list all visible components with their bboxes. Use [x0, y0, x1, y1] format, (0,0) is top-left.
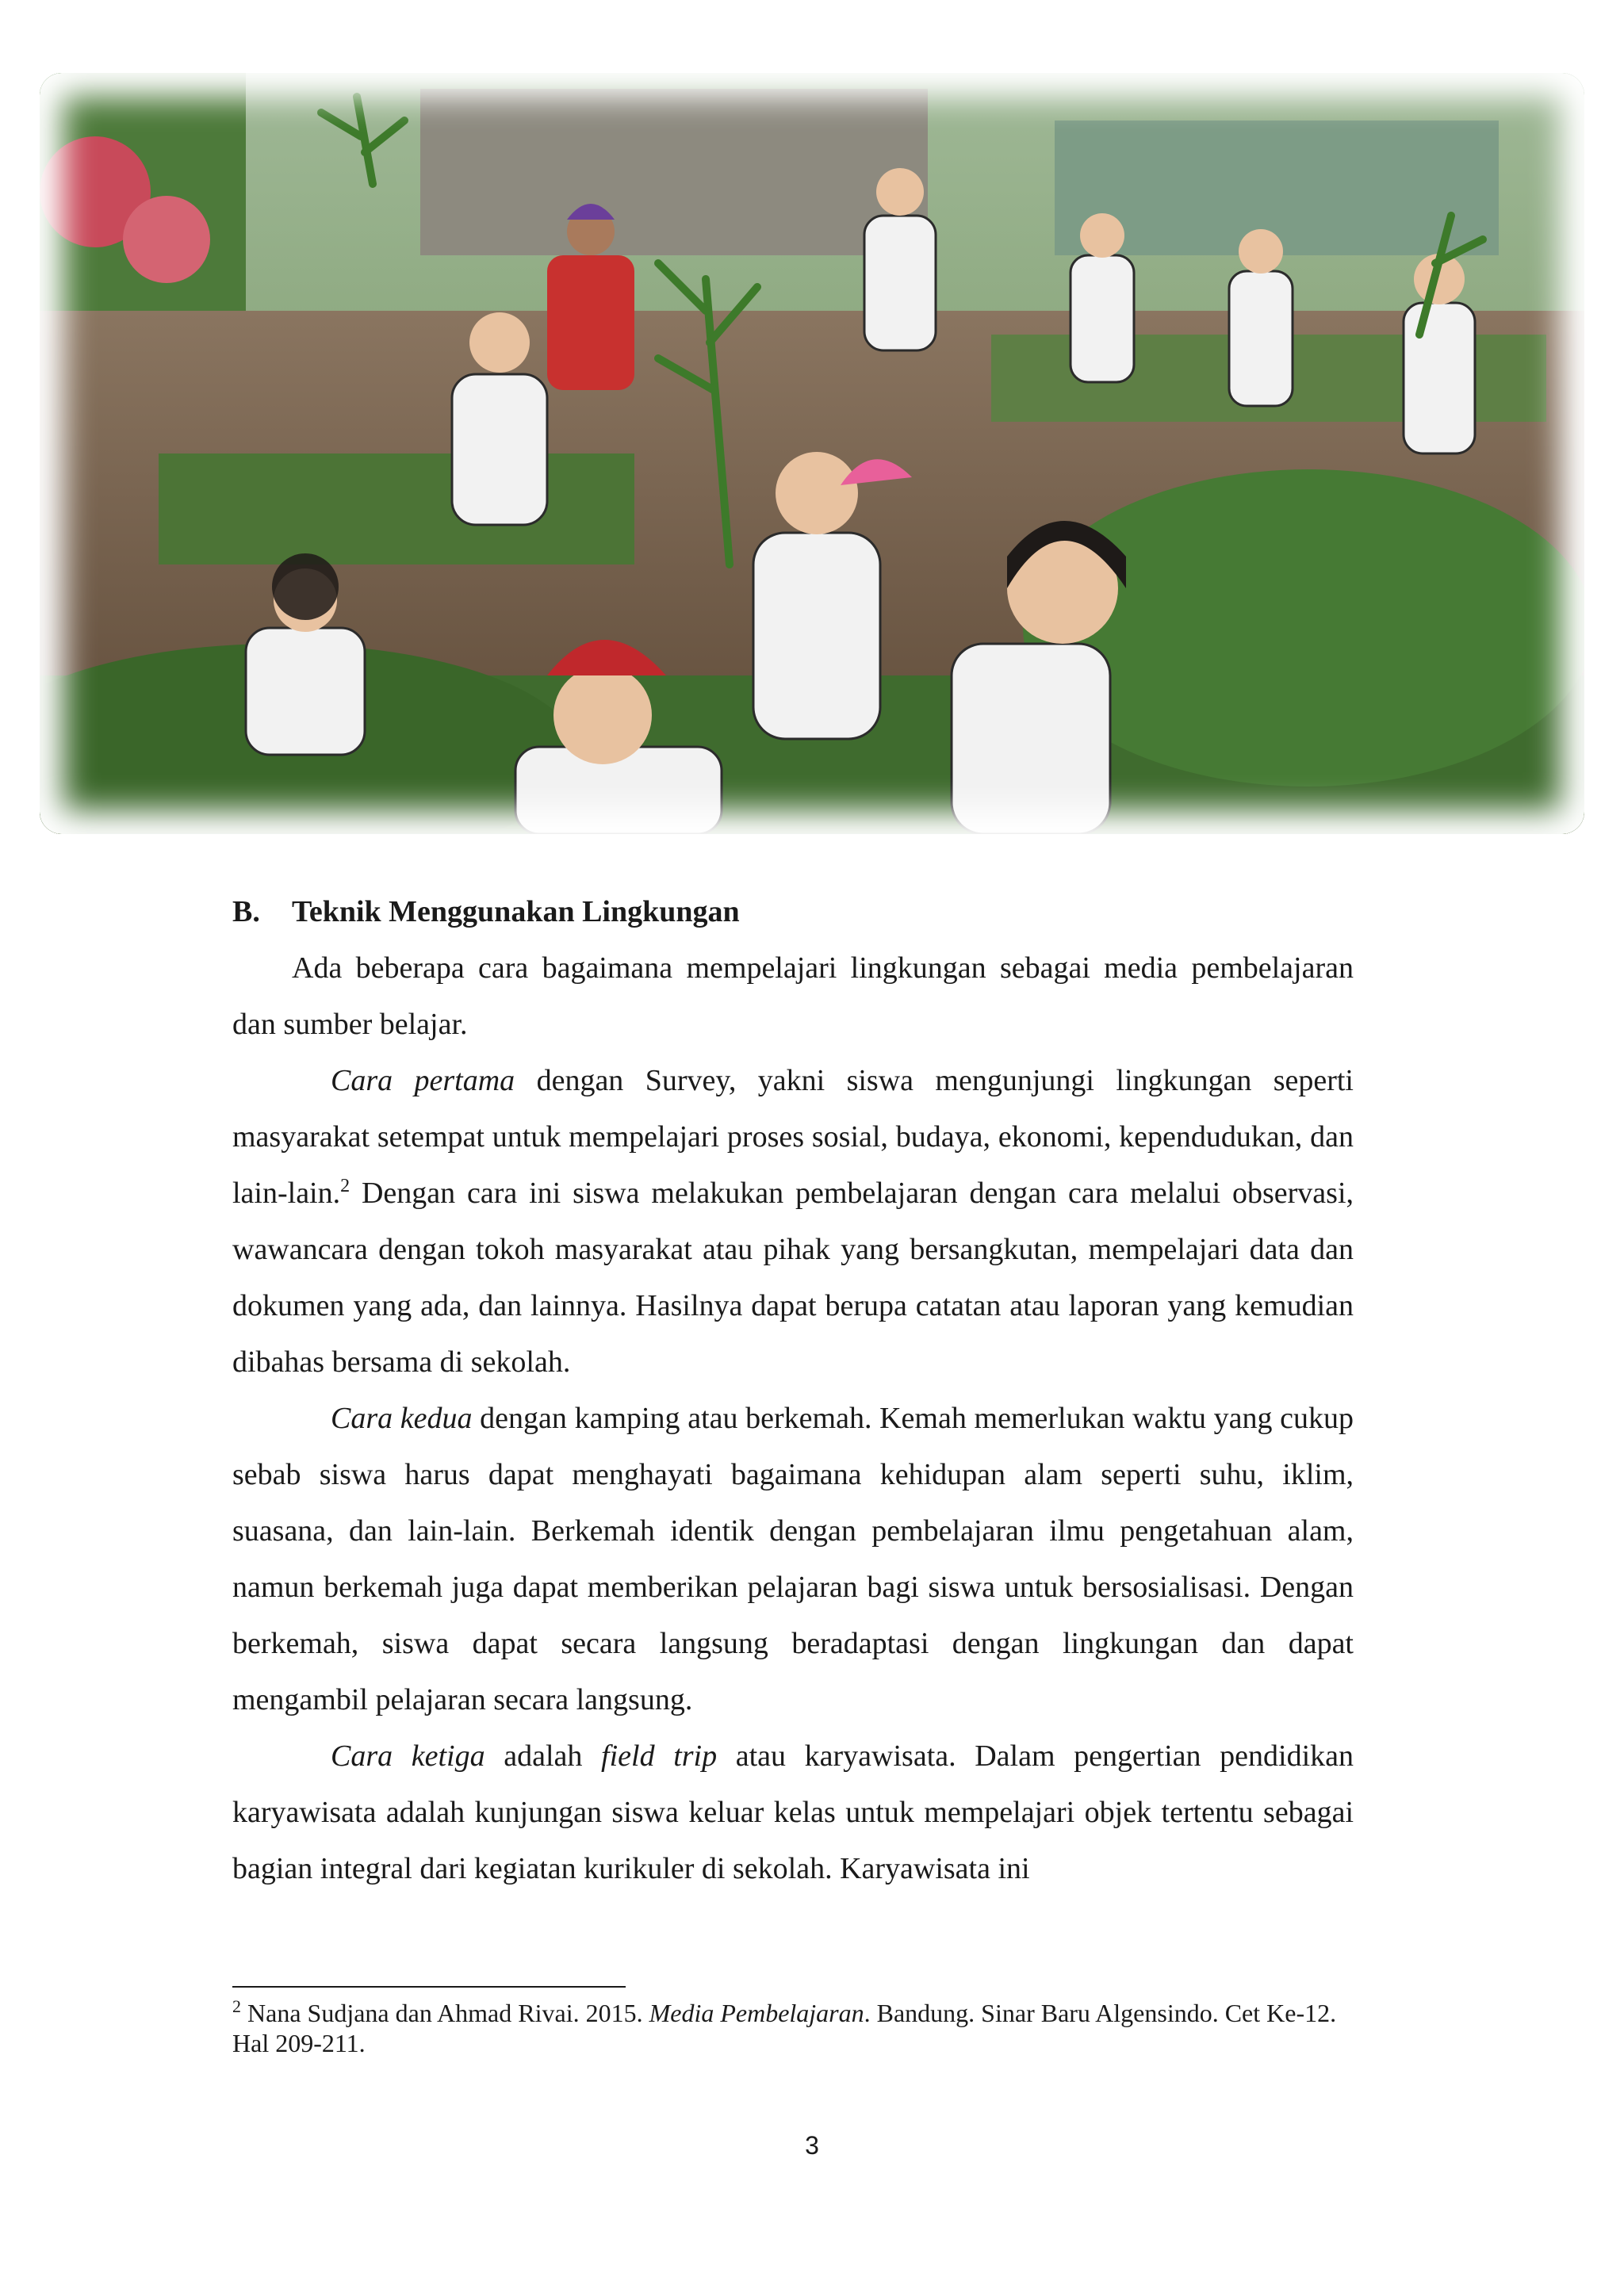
paragraph-camping [232, 1391, 1354, 1728]
footnote-mark: 2 [232, 1996, 241, 2016]
footnote-text-b: . Bandung. Sinar Baru Algensindo. Cet Ke-12. Hal 209-211. [232, 1999, 1337, 2057]
footnote-divider [232, 1986, 626, 1988]
paragraph-field-trip-text-a: adalah [485, 1739, 602, 1773]
paragraph-intro [232, 940, 1354, 1053]
paragraph-survey [232, 1053, 1354, 1391]
emphasis-cara-ketiga: Cara ketiga [331, 1739, 485, 1773]
footnote [232, 1998, 1354, 2058]
paragraph-intro-text: Ada beberapa cara bagaimana mempelajari lingkungan sebagai media pembelajaran dan sumber belajar. [232, 951, 1354, 1041]
page-number: 3 [805, 2131, 819, 2160]
emphasis-cara-pertama: Cara pertama [331, 1064, 515, 1097]
footnote-reference[interactable]: 2 [340, 1176, 350, 1196]
paragraph-survey-text-a: dengan Survey, yakni siswa mengunjungi lingkungan seperti masyarakat setempat untuk mempelajari proses sosial, budaya, ekonomi, kependudukan, dan lain-lain. [232, 1064, 1354, 1210]
paragraph-field-trip [232, 1728, 1354, 1897]
section-heading [232, 884, 740, 940]
section-title: Teknik Menggunakan Lingkungan [292, 895, 740, 928]
footnote-text-a: Nana Sudjana dan Ahmad Rivai. 2015. [241, 1999, 649, 2027]
paragraph-survey-text-b: Dengan cara ini siswa melakukan pembelajaran dengan cara melalui observasi, wawancara dengan tokoh masyarakat atau pihak yang bersangkutan, mempelajari data dan dokumen yang ada, dan lainnya. Hasilnya dapat berupa catatan atau laporan yang kemudian dibahas bersama di sekolah. [232, 1177, 1354, 1379]
paragraph-camping-text: dengan kamping atau berkemah. Kemah memerlukan waktu yang cukup sebab siswa harus dapat menghayati bagaimana kehidupan alam seperti suhu, iklim, suasana, dan lain-lain. Berkemah identik dengan pembelajaran ilmu pengetahuan alam, namun berkemah juga dapat memberikan pelajaran bagi siswa untuk bersosialisasi. Dengan berkemah, siswa dapat secara langsung beradaptasi dengan lingkungan dan dapat mengambil pelajaran secara langsung. [232, 1402, 1354, 1716]
emphasis-cara-kedua: Cara kedua [331, 1402, 473, 1435]
emphasis-field-trip: field trip [601, 1739, 718, 1773]
photo-illustration [40, 73, 1584, 834]
students-gardening-photo [40, 73, 1584, 834]
paragraph-field-trip-text-b: atau karyawisata. Dalam pengertian pendidikan karyawisata adalah kunjungan siswa keluar kelas untuk mempelajari objek tertentu sebagai bagian integral dari kegiatan kurikuler di sekolah. Karyawisata ini [232, 1739, 1354, 1885]
footnote-book-title: Media Pembelajaran [649, 1999, 864, 2027]
section-number: B. [232, 895, 260, 928]
body-text [232, 940, 1354, 1897]
